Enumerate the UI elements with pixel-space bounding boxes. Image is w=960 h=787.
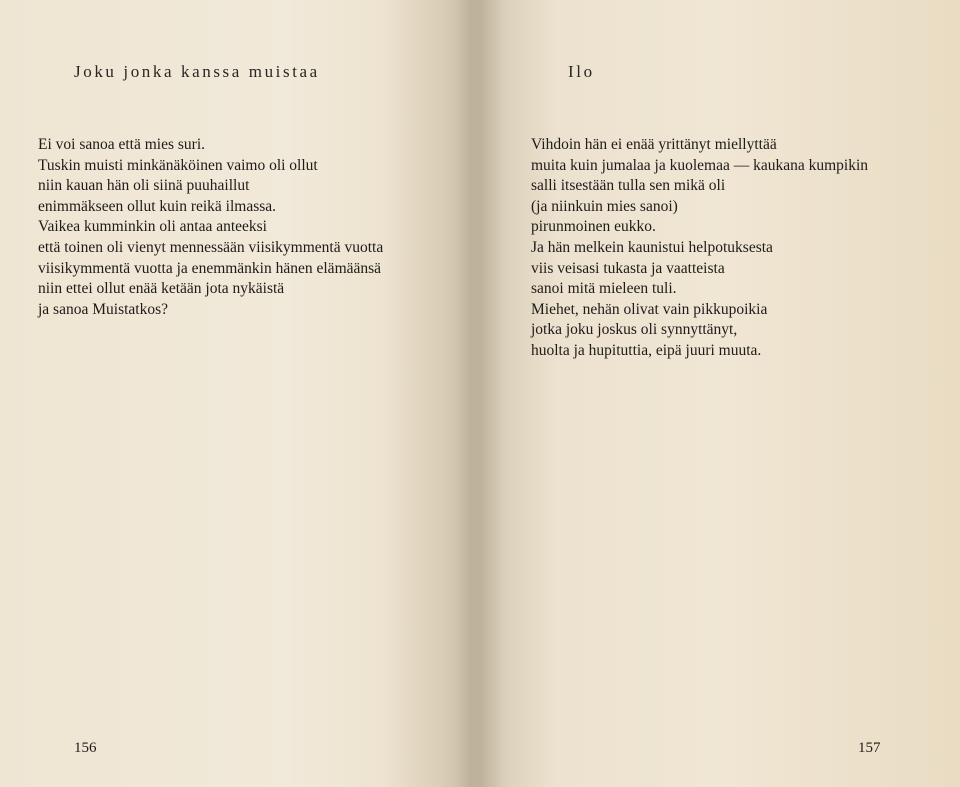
poem-line: salli itsestään tulla sen mikä oli	[531, 177, 726, 195]
left-poem	[38, 135, 383, 320]
right-page-number: 157	[858, 740, 881, 756]
right-page	[480, 0, 960, 787]
poem-line: niin kauan hän oli siinä puuhaillut	[38, 177, 250, 195]
poem-line: sanoi mitä mieleen tuli.	[531, 280, 677, 298]
poem-line: (ja niinkuin mies sanoi)	[531, 197, 678, 215]
poem-line: että toinen oli vienyt mennessään viisikymmentä vuotta	[38, 238, 384, 256]
poem-line: Vaikea kumminkin oli antaa anteeksi	[38, 218, 267, 236]
poem-line: viis veisasi tukasta ja vaatteista	[531, 259, 725, 277]
poem-line: viisikymmentä vuotta ja enemmänkin hänen elämäänsä	[38, 259, 382, 277]
left-page-number: 156	[74, 740, 97, 756]
poem-line: Ja hän melkein kaunistui helpotuksesta	[531, 238, 773, 256]
poem-line: pirunmoinen eukko.	[531, 218, 656, 236]
poem-line: Tuskin muisti minkänäköinen vaimo oli ollut	[38, 156, 318, 174]
poem-line: muita kuin jumalaa ja kuolemaa — kaukana kumpikin	[531, 156, 869, 174]
right-page-title: Ilo	[568, 62, 595, 81]
poem-line: huolta ja hupituttia, eipä juuri muuta.	[531, 341, 762, 359]
poem-line: Miehet, nehän olivat vain pikkupoikia	[531, 300, 768, 318]
poem-line: jotka joku joskus oli synnyttänyt,	[531, 321, 738, 339]
poem-line: ja sanoa Muistatkos?	[38, 300, 169, 318]
poem-line: enimmäkseen ollut kuin reikä ilmassa.	[38, 197, 277, 215]
poem-line: Ei voi sanoa että mies suri.	[38, 136, 206, 153]
poem-line: Vihdoin hän ei enää yrittänyt miellyttää	[531, 136, 777, 153]
poem-line: niin ettei ollut enää ketään jota nykäistä	[38, 280, 285, 298]
right-poem	[531, 135, 868, 362]
left-page-title: Joku jonka kanssa muistaa	[74, 62, 320, 81]
